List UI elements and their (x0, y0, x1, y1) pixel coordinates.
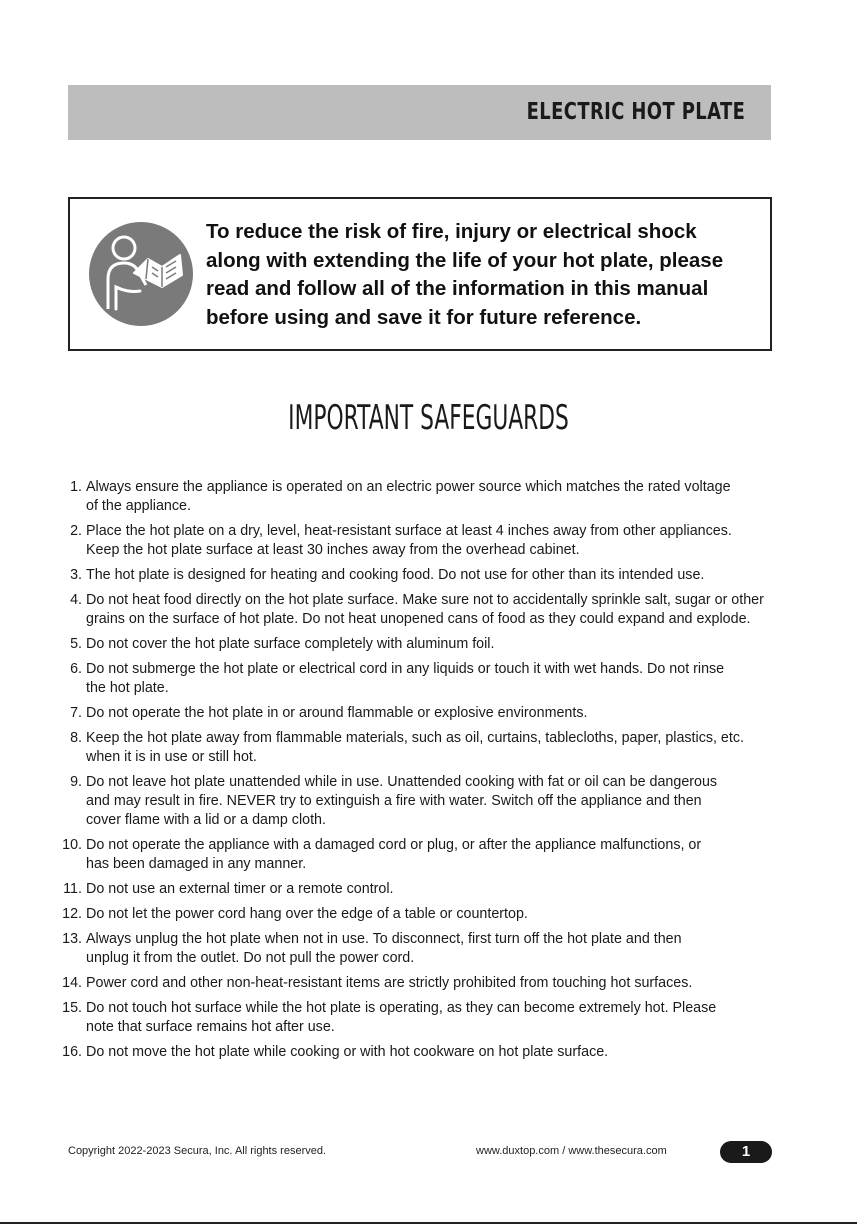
safeguard-number: 1. (70, 479, 82, 495)
safeguard-text-line: Keep the hot plate surface at least 30 inches away from the overhead cabinet. (86, 542, 580, 558)
safeguard-item (52, 566, 842, 585)
safeguard-text-line: Do not use an external timer or a remote control. (86, 881, 394, 897)
document-title: ELECTRIC HOT PLATE (526, 99, 745, 125)
bottom-rule (0, 1222, 857, 1224)
safeguard-number: 13. (62, 931, 82, 947)
safeguard-number: 10. (62, 837, 82, 853)
safeguard-item (52, 880, 842, 899)
header-band (68, 85, 771, 140)
safeguard-item (52, 729, 842, 767)
safeguard-number: 9. (70, 774, 82, 790)
safeguard-text-line: Do not operate the hot plate in or around flammable or explosive environments. (86, 705, 588, 721)
safeguard-number: 5. (70, 636, 82, 652)
read-manual-icon (88, 221, 194, 327)
safeguard-text-line: note that surface remains hot after use. (86, 1019, 335, 1035)
safeguard-number: 11. (63, 881, 82, 897)
safeguard-list (52, 478, 842, 1068)
notice-line: before using and save it for future reference. (206, 305, 642, 329)
safeguard-item (52, 836, 842, 874)
footer-urls: www.duxtop.com / www.thesecura.com (476, 1145, 667, 1157)
page-number-badge: 1 (720, 1141, 772, 1163)
safeguard-item (52, 635, 842, 654)
safeguard-item (52, 773, 842, 830)
safety-notice-box (68, 197, 772, 351)
safeguard-text-line: grains on the surface of hot plate. Do not heat unopened cans of food as they could expand and explode. (86, 611, 751, 627)
safeguards-title: IMPORTANT SAFEGUARDS (288, 398, 569, 438)
safeguard-text-line: when it is in use or still hot. (86, 749, 257, 765)
safeguard-text-line: Do not touch hot surface while the hot plate is operating, as they can become extremely hot. Please (86, 1000, 717, 1016)
safeguard-text-line: Do not leave hot plate unattended while in use. Unattended cooking with fat or oil can be dangerous (86, 774, 718, 790)
safeguard-text-line: the hot plate. (86, 680, 169, 696)
safeguard-text-line: The hot plate is designed for heating and cooking food. Do not use for other than its intended use. (86, 567, 705, 583)
safeguard-number: 15. (62, 1000, 82, 1016)
safeguard-text-line: cover flame with a lid or a damp cloth. (86, 812, 326, 828)
safeguard-number: 12. (62, 906, 82, 922)
safeguard-text-line: Always ensure the appliance is operated on an electric power source which matches the rated voltage (86, 479, 731, 495)
safeguard-text-line: and may result in fire. NEVER try to extinguish a fire with water. Switch off the appliance and then (86, 793, 702, 809)
safeguard-item (52, 478, 842, 516)
safeguard-item (52, 591, 842, 629)
safeguard-text-line: Do not cover the hot plate surface completely with aluminum foil. (86, 636, 495, 652)
safeguard-number: 3. (70, 567, 82, 583)
safeguard-text-line: Place the hot plate on a dry, level, heat-resistant surface at least 4 inches away from other appliances. (86, 523, 732, 539)
safeguard-number: 7. (70, 705, 82, 721)
safeguard-item (52, 974, 842, 993)
safeguard-number: 6. (70, 661, 82, 677)
safeguard-text-line: Do not heat food directly on the hot plate surface. Make sure not to accidentally sprinkle salt, sugar or other (86, 592, 764, 608)
safeguard-text-line: Keep the hot plate away from flammable materials, such as oil, curtains, tablecloths, paper, plastics, etc. (86, 730, 744, 746)
safeguard-text-line: Do not move the hot plate while cooking or with hot cookware on hot plate surface. (86, 1044, 609, 1060)
safeguard-text-line: of the appliance. (86, 498, 191, 514)
safeguard-number: 16. (62, 1044, 82, 1060)
notice-line: To reduce the risk of fire, injury or electrical shock (206, 220, 697, 243)
notice-line: read and follow all of the information in this manual (206, 277, 709, 300)
safeguard-number: 4. (70, 592, 82, 608)
safeguard-number: 8. (70, 730, 82, 746)
safeguard-text-line: Power cord and other non-heat-resistant items are strictly prohibited from touching hot surfaces. (86, 975, 693, 991)
safeguard-text-line: Do not let the power cord hang over the edge of a table or countertop. (86, 906, 528, 922)
safety-notice-text (206, 218, 768, 332)
safeguard-text-line: Do not operate the appliance with a damaged cord or plug, or after the appliance malfunctions, or (86, 837, 702, 853)
safeguard-item (52, 660, 842, 698)
safeguard-text-line: Do not submerge the hot plate or electrical cord in any liquids or touch it with wet hands. Do not rinse (86, 661, 725, 677)
safeguard-text-line: unplug it from the outlet. Do not pull the power cord. (86, 950, 415, 966)
safeguard-number: 14. (62, 975, 82, 991)
safeguard-item (52, 522, 842, 560)
safeguard-number: 2. (70, 523, 82, 539)
safeguard-item (52, 1043, 842, 1062)
footer-copyright: Copyright 2022-2023 Secura, Inc. All rights reserved. (68, 1145, 327, 1157)
safeguard-text-line: has been damaged in any manner. (86, 856, 307, 872)
notice-line: along with extending the life of your hot plate, please (206, 248, 724, 272)
safeguard-item (52, 999, 842, 1037)
safeguard-text-line: Always unplug the hot plate when not in use. To disconnect, first turn off the hot plate and then (86, 931, 682, 947)
safeguard-item (52, 930, 842, 968)
safeguard-item (52, 905, 842, 924)
safeguard-item (52, 704, 842, 723)
